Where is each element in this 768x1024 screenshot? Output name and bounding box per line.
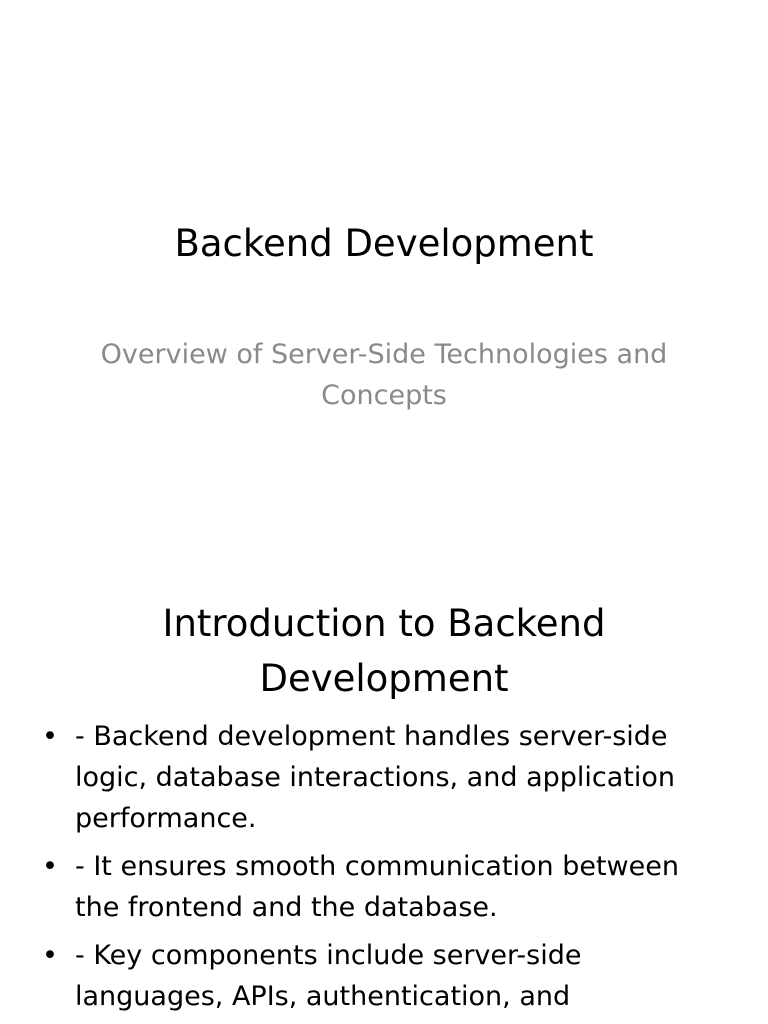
slide-subtitle: Overview of Server-Side Technologies and Concepts [100, 339, 668, 411]
bullet-item [40, 846, 730, 928]
bullet-item [40, 935, 730, 1017]
bullet-marker: • [42, 851, 58, 882]
slide-title: Backend Development [174, 222, 594, 265]
content-slide [0, 576, 768, 1024]
bullet-text: - It ensures smooth communication between the frontend and the database. [75, 851, 679, 923]
bullet-list [40, 716, 730, 1024]
bullet-text: - Key components include server-side languages, APIs, authentication, and [75, 940, 582, 1012]
bullet-item [40, 716, 730, 839]
bullet-marker: • [42, 940, 58, 971]
bullet-text: - Backend development handles server-side logic, database interactions, and application performance. [75, 721, 675, 834]
slide-title: Introduction to Backend Development [162, 602, 606, 700]
bullet-marker: • [42, 721, 58, 752]
